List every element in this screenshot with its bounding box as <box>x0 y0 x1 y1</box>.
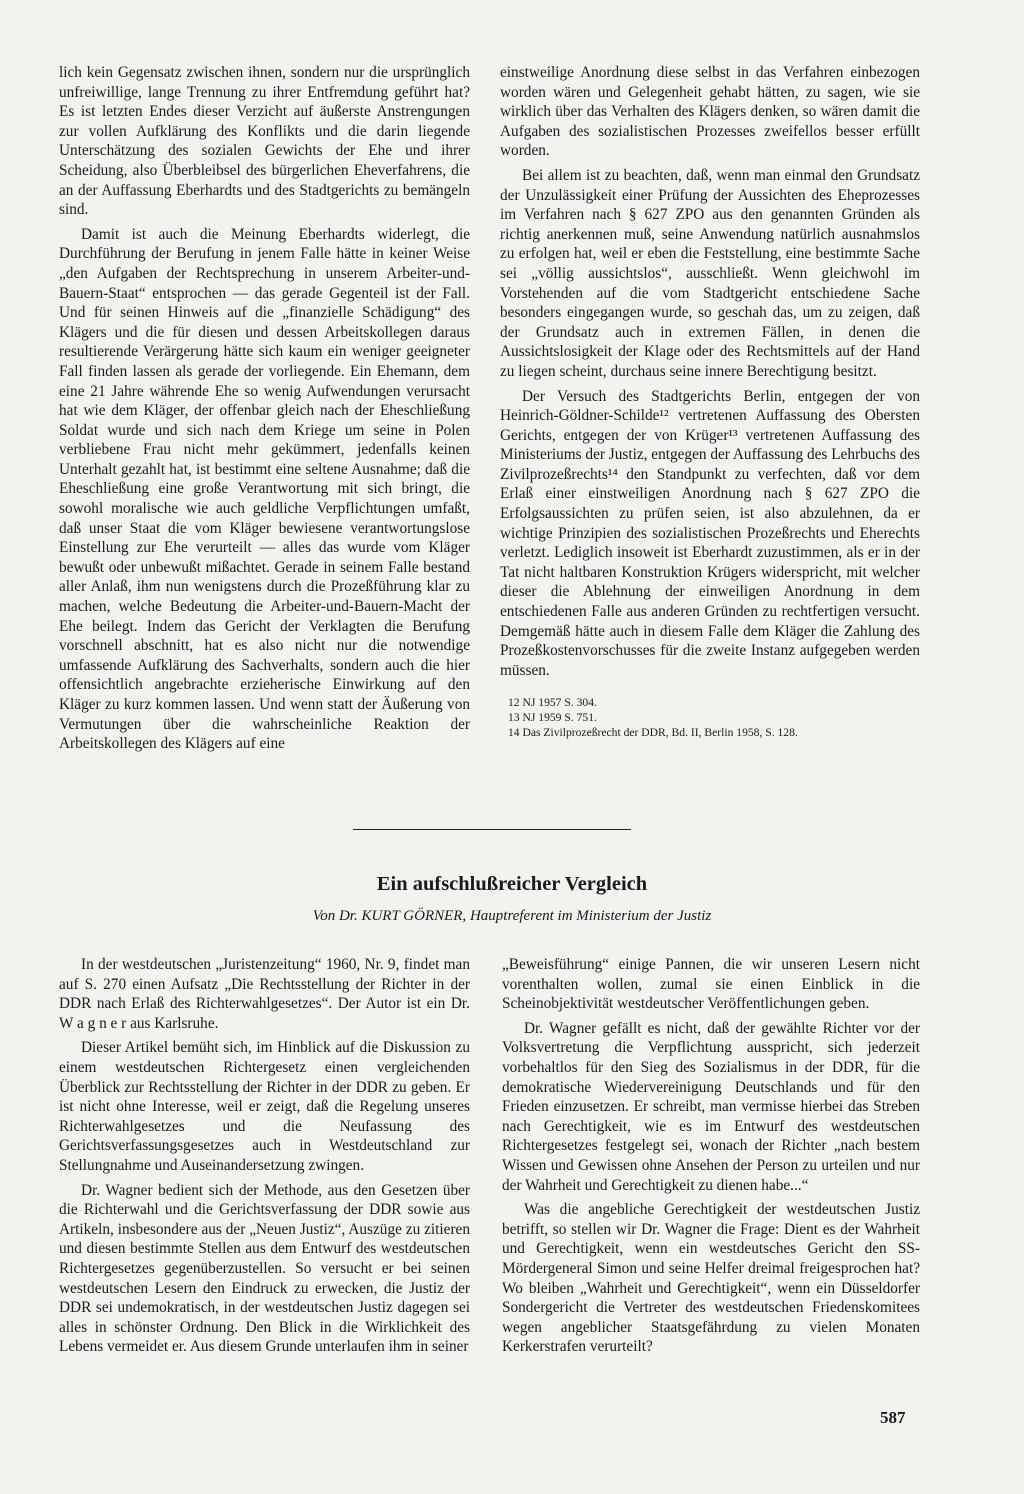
paragraph: Bei allem ist zu beachten, daß, wenn man einmal den Grundsatz der Unzulässigkeit einer Prüfung der Aussichten des Eheprozesses im Verfahren nach § 627 ZPO aus den genannten Gründen als richtig anerkennen muß, seine Anwendung natürlich ausnahmslos zu erfolgen hat, weil er eben die Feststellung, eine bestimmte Sache sei „völlig aussichtslos“, ausschließt. Wenn gleichwohl im Vorstehenden auf die vom Stadtgericht entschiedene Sache besonders eingegangen wurde, so geschah das, um zu zeigen, daß der Grundsatz auch in extremen Fällen, in denen die Aussichtslosigkeit der Klage oder des Rechtsmittels auf der Hand zu liegen scheint, durchaus seine innere Berechtigung besitzt. <box>500 166 920 380</box>
author-name: KURT GÖRNER, <box>361 908 467 924</box>
paragraph: „Beweisführung“ einige Pannen, die wir unseren Lesern nicht vorenthalten wollen, zumal sie einen Einblick in die Scheinobjektivität westdeutscher Veröffentlichungen geben. <box>502 956 920 1013</box>
previous-article-right-column <box>500 63 920 740</box>
paragraph: lich kein Gegensatz zwischen ihnen, sondern nur die ursprünglich unfreiwillige, lange Trennung zu ihrer Entfremdung geführt hat? Es ist letzten Endes dieser Verzicht auf äußerste Anstrengungen zur vollen Aufklärung des Konflikts und die darin liegende Unterschätzung des sozialen Gewichts der Ehe und ihrer Scheidung, also Überbleibsel des bürgerlichen Eheverfahrens, die an der Auffassung Eberhardts und des Stadtgerichts zu bemängeln sind. <box>59 64 470 219</box>
footnote: 12 NJ 1957 S. 304. <box>508 696 597 710</box>
paragraph: Damit ist auch die Meinung Eberhardts widerlegt, die Durchführung der Berufung in jenem Falle hätte in keiner Weise „den Aufgaben der Rechtsprechung in unserem Arbeiter-und-Bauern-Staat“ entsprochen — das gerade Gegenteil ist der Fall. Und für seinen Hinweis auf die „finanzielle Schädigung“ des Klägers und die für diesen und dessen Arbeitskollegen daraus resultierende Verärgerung hätte sich kaum ein weniger geeigneter Fall finden lassen als gerade der vorliegende. Ein Ehemann, dem eine 21 Jahre währende Ehe so wenig Aufwendungen verursacht hat wie dem Kläger, der offenbar gleich nach der Eheschließung Soldat wurde und sich nach dem Kriege um seine in Polen verbliebene Frau nicht mehr gekümmert, jedenfalls keinen Unterhalt gezahlt hat, ist bestimmt eine seltene Ausnahme; daß die Eheschließung eine große Verantwortung mit sich bringt, die sowohl moralische wie auch geldliche Verpflichtungen umfaßt, daß unser Staat die vom Kläger bewiesene verantwortungslose Einstellung zur Ehe verurteilt — alles das wurde vom Kläger bewußt oder unbewußt mißachtet. Gerade in seinem Falle bestand aller Anlaß, ihm nun wenigstens durch die Prozeßführung klar zu machen, welche Bedeutung die Arbeiter-und-Bauern-Macht der Ehe beilegt. Indem das Gericht der Verklagten die Berufung vorschnell abschnitt, hat es also nicht nur die notwendige umfassende Aufklärung des Sachverhalts, sondern auch die hier offensichtlich angebrachte erzieherische Einwirkung auf den Kläger zu kurz kommen lassen. Und wenn statt der Äußerung von Vermutungen über die wahrscheinliche Reaktion der Arbeitskollegen des Klägers auf eine <box>59 225 470 753</box>
footnote: 14 Das Zivilprozeßrecht der DDR, Bd. II, Berlin 1958, S. 128. <box>508 726 798 740</box>
article-byline <box>0 908 1024 925</box>
previous-article-left-column <box>59 63 470 759</box>
paragraph: Was die angebliche Gerechtigkeit der westdeutschen Justiz betrifft, so stellen wir Dr. Wagner die Frage: Dient es der Wahrheit und Gerechtigkeit, wenn ein westdeutsches Gericht den SS-Mördergeneral Simon und seine Helfer dreimal freigesprochen hat? Wo bleiben „Wahrheit und Gerechtigkeit“, wenn ein Düsseldorfer Sondergericht die Vertreter des westdeutschen Friedenskomitees wegen angeblicher Staatsgefährdung zu vielen Monaten Kerkerstrafen verurteilt? <box>502 1201 920 1356</box>
byline-prefix: Von Dr. <box>312 908 358 924</box>
paragraph: Dieser Artikel bemüht sich, im Hinblick auf die Diskussion zu einem westdeutschen Richtergesetz einen vergleichenden Überblick zur Rechtsstellung der Richter in der DDR zu geben. Er ist nicht ohne Interesse, weil er zeigt, daß die Regelung unseres Richterwahlgesetzes und die Neufassung des Gerichtsverfassungsgesetzes auch in Westdeutschland zur Stellungnahme und Auseinandersetzung zwingen. <box>59 1039 470 1174</box>
paragraph: einstweilige Anordnung diese selbst in das Verfahren einbezogen worden wären und Gelegenheit gehabt hätten, zu sagen, wie sie wirklich über das Verhalten des Klägers denken, so wären damit die Aufgaben des sozialistischen Prozesses zweifellos besser erfüllt worden. <box>500 64 920 160</box>
article-left-column <box>59 955 470 1362</box>
page-number: 587 <box>880 1408 906 1427</box>
paragraph: In der westdeutschen „Juristenzeitung“ 1960, Nr. 9, findet man auf S. 270 einen Aufsatz „Die Rechtsstellung der Richter in der DDR nach Erlaß des Richterwahlgesetzes“. Der Autor ist ein Dr. W a g n e r aus Karlsruhe. <box>59 956 470 1032</box>
author-position: Hauptreferent im Ministerium der Justiz <box>469 908 712 924</box>
footnotes <box>500 695 920 740</box>
paragraph: Dr. Wagner bedient sich der Methode, aus den Gesetzen über die Richterwahl und die Gerichtsverfassung der DDR sowie aus Artikeln, insbesondere aus der „Neuen Justiz“, Auszüge zu zitieren und diesen bestimmte Stellen aus dem Entwurf des westdeutschen Richtergesetzes gegenüberzustellen. So versucht er bei seinen westdeutschen Lesern den Eindruck zu erwecken, die Justiz der DDR sei undemokratisch, in der westdeutschen Justiz dagegen sei alles in schönster Ordnung. Den Blick in die Wirklichkeit des Lebens vermeidet er. Aus diesem Grunde unterlaufen ihm in seiner <box>59 1181 470 1356</box>
paragraph: Dr. Wagner gefällt es nicht, daß der gewählte Richter vor der Volksvertretung die Verpflichtung ausspricht, sich jederzeit vorbehaltlos für den Sieg des Sozialismus in der DDR, für die demokratische Wiedervereinigung Deutschlands und für den Frieden einzusetzen. Er schreibt, man vermisse hierbei das Streben nach Gerechtigkeit, wie es im Entwurf des westdeutschen Richtergesetzes festgelegt sei, wonach der Richter „nach bestem Wissen und Gewissen ohne Ansehen der Person zu urteilen und nur der Wahrheit und Gerechtigkeit zu dienen habe...“ <box>502 1019 920 1194</box>
section-divider <box>353 829 631 830</box>
paragraph: Der Versuch des Stadtgerichts Berlin, entgegen der von Heinrich-Göldner-Schilde¹² vertretenen Auffassung des Obersten Gerichts, entgegen der von Krüger¹³ vertretenen Auffassung des Ministeriums der Justiz, entgegen der Auffassung des Lehrbuchs des Zivilprozeßrechts¹⁴ den Standpunkt zu verfechten, daß vor dem Erlaß einer einstweiligen Anordnung nach § 627 ZPO die Erfolgsaussichten zu prüfen seien, ist also abzulehnen, da er wichtige Prinzipien des sozialistischen Prozeßrechts und Eherechts verletzt. Lediglich insoweit ist Eberhardt zuzustimmen, als er in der Tat nicht haltbaren Konstruktion Krügers widerspricht, mit welcher dieser die Ablehnung der einweiligen Anordnung in dem entschiedenen Falle aus anderen Gründen zu rechtfertigen versucht. Demgemäß hätte auch in diesem Falle dem Kläger die Zahlung des Prozeßkostenvorschusses für die zweite Instanz aufgegeben werden müssen. <box>500 387 920 679</box>
article-title: Ein aufschlußreicher Vergleich <box>376 873 648 895</box>
footnote: 13 NJ 1959 S. 751. <box>508 711 597 725</box>
article-right-column <box>502 955 920 1362</box>
